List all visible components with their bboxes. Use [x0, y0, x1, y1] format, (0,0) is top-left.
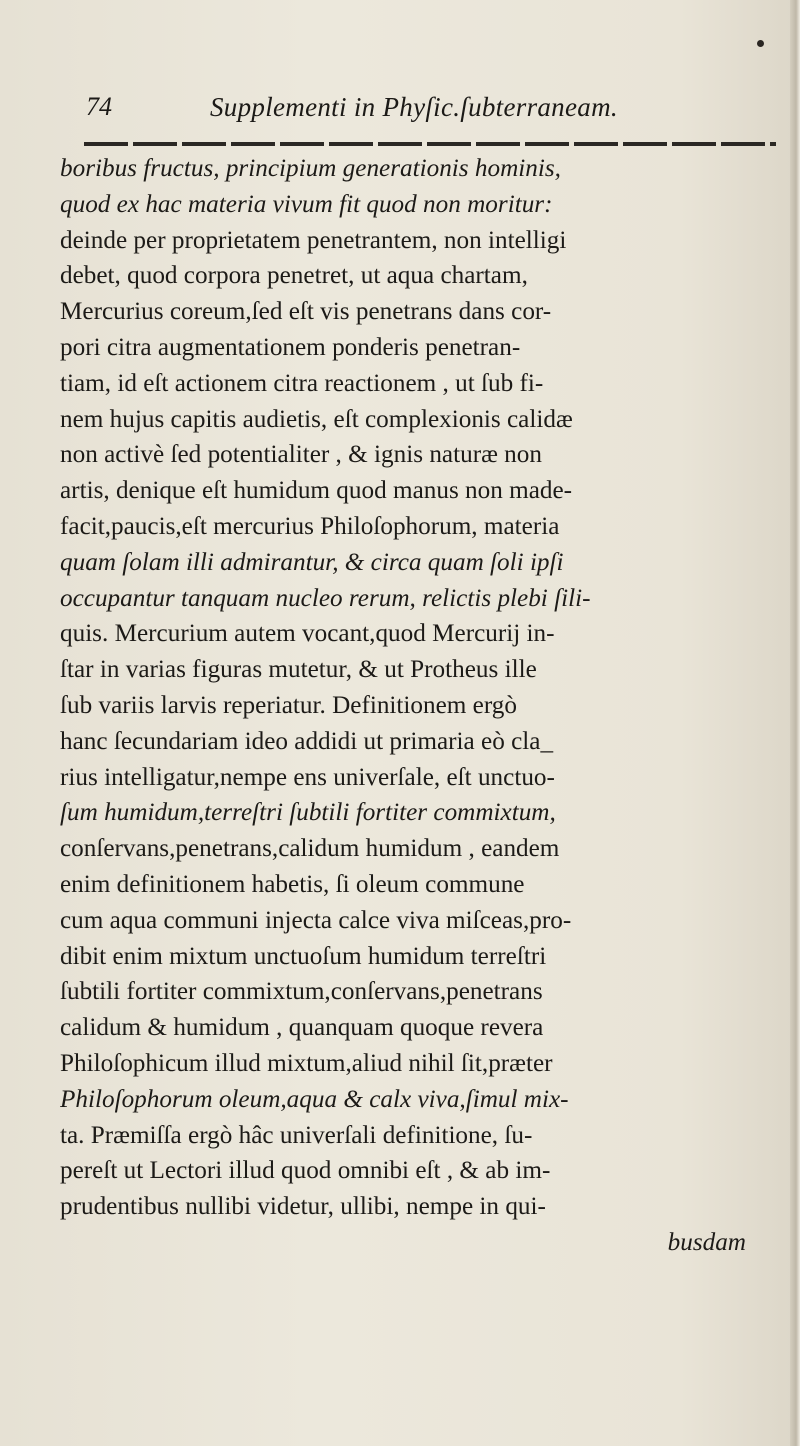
text-line — [60, 437, 776, 473]
text-line-content: ſum humidum,terreſtri ſubtili fortiter commixtum, — [60, 799, 556, 827]
text-line-content: calidum & humidum , quanquam quoque revera — [60, 1014, 544, 1042]
text-line — [60, 258, 776, 294]
text-line-content: ſub variis larvis reperiatur. Definitionem ergò — [60, 691, 517, 719]
text-line-content: tiam, id eſt actionem citra reactionem , ut ſub fi- — [60, 369, 544, 397]
text-line — [60, 831, 776, 867]
text-line — [60, 1225, 776, 1261]
text-line — [60, 187, 776, 223]
text-line — [60, 473, 776, 509]
text-line-content: quam ſolam illi admirantur, & circa quam ſoli ipſi — [60, 548, 564, 576]
text-line-content: hanc ſecundariam ideo addidi ut primaria eò cla_ — [60, 727, 554, 755]
text-line-content: deinde per proprietatem penetrantem, non intelligi — [60, 226, 567, 254]
text-line — [60, 223, 776, 259]
text-line — [60, 616, 776, 652]
text-line — [60, 1046, 776, 1082]
text-line — [60, 974, 776, 1010]
ink-spot — [757, 40, 764, 47]
text-line-content: rius intelligatur,nempe ens univerſale, eſt unctuo- — [60, 763, 555, 791]
text-line-content: ſtar in varias figuras mutetur, & ut Protheus ille — [60, 656, 537, 684]
text-line — [60, 1153, 776, 1189]
text-line — [60, 867, 776, 903]
text-line-content: boribus fructus, principium generationis hominis, — [60, 155, 561, 182]
text-line-content: cum aqua communi injecta calce viva miſceas,pro- — [60, 906, 572, 934]
text-line-content: conſervans,penetrans,calidum humidum , eandem — [60, 835, 560, 863]
text-line-content: busdam — [667, 1228, 746, 1256]
text-line-content: debet, quod corpora penetret, ut aqua chartam, — [60, 262, 528, 290]
text-line-content: prudentibus nullibi videtur, ullibi, nempe in qui- — [60, 1193, 546, 1221]
text-line — [60, 294, 776, 330]
running-title: Supplementi in Phyſic.ſubterraneam. — [210, 92, 618, 122]
text-line-content: Philoſophicum illud mixtum,aliud nihil ſit,præter — [60, 1049, 553, 1077]
text-line-content: artis, denique eſt humidum quod manus non made- — [60, 477, 573, 505]
text-line-content: Mercurius coreum,ſed eſt vis penetrans dans cor- — [60, 298, 552, 326]
text-line-content: non activè ſed potentialiter , & ignis naturæ non — [60, 441, 542, 469]
text-line — [60, 1189, 776, 1225]
header-rule — [84, 142, 776, 146]
text-line-content: ſubtili fortiter commixtum,conſervans,penetrans — [60, 978, 543, 1006]
text-line-content: quod ex hac materia vivum fit quod non moritur: — [60, 190, 553, 218]
text-line-content: dibit enim mixtum unctuoſum humidum terreſtri — [60, 942, 547, 970]
text-line — [60, 688, 776, 724]
text-line — [60, 1118, 776, 1154]
text-line-content: Philoſophorum oleum,aqua & calx viva,ſimul mix- — [60, 1085, 569, 1113]
text-line — [60, 1010, 776, 1046]
text-line-content: occupantur tanquam nucleo rerum, relictis plebi ſili- — [60, 584, 591, 612]
text-line — [60, 330, 776, 366]
text-line — [60, 1082, 776, 1118]
text-line-content: ta. Præmiſſa ergò hâc univerſali definitione, ſu- — [60, 1121, 533, 1149]
text-line — [60, 151, 776, 187]
page-edge-shadow — [790, 0, 800, 1446]
text-line — [60, 402, 776, 438]
text-line-content: quis. Mercurium autem vocant,quod Mercurij in- — [60, 620, 555, 648]
text-line — [60, 939, 776, 975]
text-line — [60, 760, 776, 796]
text-line — [60, 652, 776, 688]
text-line-content: enim definitionem habetis, ſi oleum commune — [60, 870, 525, 898]
body-text — [60, 151, 776, 1261]
text-line — [60, 795, 776, 831]
text-line — [60, 366, 776, 402]
text-line — [60, 509, 776, 545]
text-line — [60, 724, 776, 760]
text-line — [60, 903, 776, 939]
page-header — [86, 92, 776, 132]
text-line-content: pori citra augmentationem ponderis penetran- — [60, 333, 521, 361]
text-line-content: nem hujus capitis audietis, eſt complexionis calidæ — [60, 405, 573, 433]
page-number: 74 — [86, 92, 112, 121]
text-line-content: facit,paucis,eſt mercurius Philoſophorum, materia — [60, 512, 560, 540]
text-line — [60, 545, 776, 581]
text-line-content: pereſt ut Lectori illud quod omnibi eſt , & ab im- — [60, 1157, 551, 1185]
text-line — [60, 581, 776, 617]
